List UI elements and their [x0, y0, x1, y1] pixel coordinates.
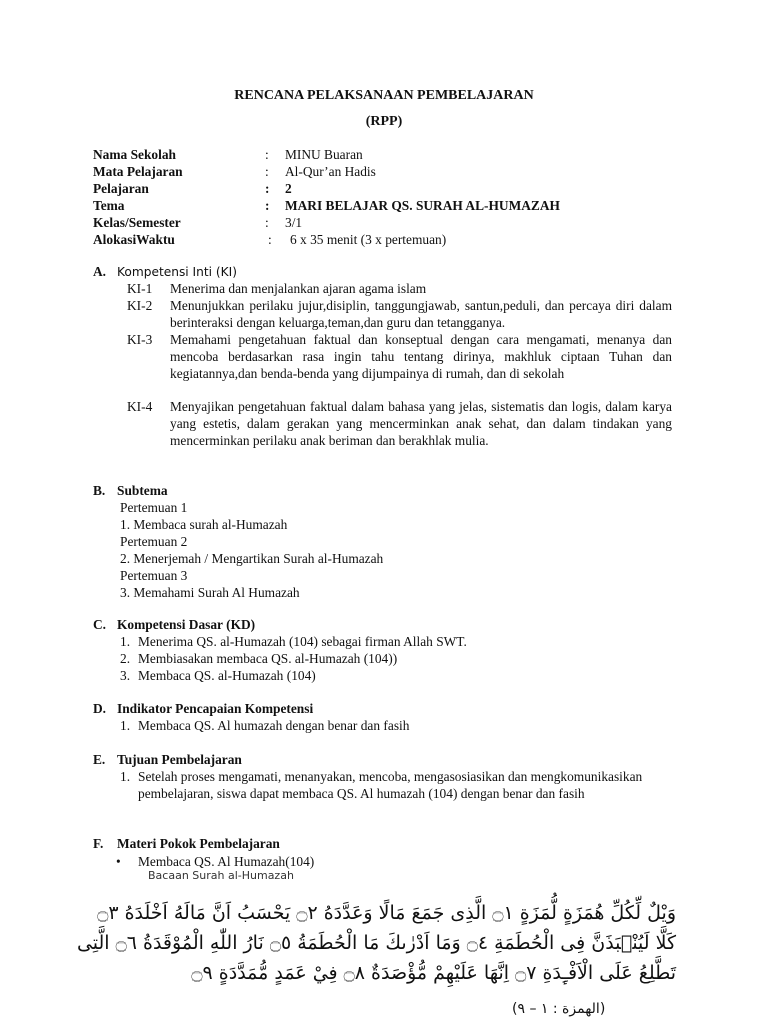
ki-code: KI-2 [127, 298, 153, 313]
section-letter: E. [93, 752, 106, 767]
material-text: Membaca QS. Al Humazah(104) [138, 854, 315, 869]
objective-item [120, 769, 665, 803]
ki-code: KI-4 [127, 399, 153, 414]
ki-item [127, 281, 672, 298]
identity-value: 2 [285, 181, 292, 196]
section-letter: D. [93, 701, 107, 716]
ki-item [127, 399, 672, 449]
quran-verse-line: تَطَّلِعُ عَلَى الْاَفْـِٕدَةِ ۝٧ اِنَّهَا عَلَيْهِمْ مُّؤْصَدَةٌ ۝٨ فِيْ عَمَدٍ مُّمَدَّدَةٍ ۝٩ [191, 962, 676, 984]
ki-text: Menyajikan pengetahuan faktual dalam bahasa yang jelas, sistematis dan logis, dalam karya yang estetis, dalam gerakan yang mencerminkan anak sehat, dan dalam tindakan yang mencerminkan perilaku anak beriman dan berakhlak mulia. [170, 399, 672, 448]
section-title: Kompetensi Inti (KI) [117, 265, 238, 279]
identity-colon: : [265, 147, 269, 162]
kd-text: Membaca QS. al-Humazah (104) [138, 668, 316, 683]
section-letter: C. [93, 617, 107, 632]
identity-value: MINU Buaran [285, 147, 363, 162]
subtema-item: 2. Menerjemah / Mengartikan Surah al-Humazah [120, 551, 384, 566]
kd-number: 3. [120, 668, 131, 683]
identity-label: Pelajaran [93, 181, 149, 196]
indicator-text: Membaca QS. Al humazah dengan benar dan fasih [138, 718, 410, 733]
section-title: Subtema [117, 483, 168, 498]
section-title: Indikator Pencapaian Kompetensi [117, 701, 314, 716]
identity-colon: : [265, 181, 270, 196]
identity-label: Mata Pelajaran [93, 164, 183, 179]
kd-item [120, 668, 680, 685]
ki-item [127, 298, 672, 332]
indicator-number: 1. [120, 718, 131, 733]
kd-number: 1. [120, 634, 131, 649]
subtema-meeting: Pertemuan 3 [120, 568, 188, 583]
identity-value: Al-Qur’an Hadis [285, 164, 376, 179]
identity-colon: : [268, 232, 272, 247]
identity-colon: : [265, 164, 269, 179]
kd-number: 2. [120, 651, 131, 666]
section-title: Materi Pokok Pembelajaran [117, 836, 280, 851]
ki-code: KI-3 [127, 332, 153, 347]
objective-number: 1. [120, 769, 131, 784]
subtema-item: 1. Membaca surah al-Humazah [120, 517, 288, 532]
material-bullet-item [116, 854, 315, 869]
quran-verse-line: وَيْلٌ لِّكُلِّ هُمَزَةٍ لُّمَزَةٍ ۝١ الَّذِى جَمَعَ مَالًا وَعَدَّدَهُ ۝٢ يَحْسَبُ اَنَّ مَالَهُ اَخْلَدَهُ ۝٣ [97, 902, 676, 924]
ki-code: KI-1 [127, 281, 153, 296]
section-title: Kompetensi Dasar (KD) [117, 617, 256, 632]
section-title: Tujuan Pembelajaran [117, 752, 242, 767]
section-f-heading [93, 836, 280, 853]
document-title: RENCANA PELAKSANAAN PEMBELAJARAN [234, 88, 534, 103]
identity-value: MARI BELAJAR QS. SURAH AL-HUMAZAH [285, 198, 560, 213]
ki-text: Menerima dan menjalankan ajaran agama islam [170, 281, 427, 296]
section-b-heading [93, 483, 168, 500]
section-d-heading [93, 701, 313, 718]
objective-text: Setelah proses mengamati, menanyakan, mencoba, mengasosiasikan dan mengkomunikasikan pembelajaran, siswa dapat membaca QS. Al humazah (104) dengan benar dan fasih [138, 769, 643, 801]
identity-label: Tema [93, 198, 125, 213]
ki-text: Menunjukkan perilaku jujur,disiplin, tanggungjawab, santun,peduli, dan percaya diri dalam berinteraksi dengan keluarga,teman,dan guru dan tetangganya. [170, 298, 672, 330]
bullet-icon: • [116, 854, 121, 869]
document-subtitle: (RPP) [365, 114, 403, 129]
identity-value: 3/1 [285, 215, 303, 230]
identity-colon: : [265, 215, 269, 230]
section-c-heading [93, 617, 255, 634]
kd-item [120, 634, 680, 651]
identity-label: Nama Sekolah [93, 147, 176, 162]
identity-colon: : [265, 198, 270, 213]
ki-item [127, 332, 672, 382]
kd-text: Menerima QS. al-Humazah (104) sebagai firman Allah SWT. [138, 634, 467, 649]
identity-label: AlokasiWaktu [93, 232, 175, 247]
quran-reference: (الهمزة : ١ – ٩) [512, 1001, 606, 1017]
kd-item [120, 651, 680, 668]
identity-label: Kelas/Semester [93, 215, 181, 230]
quran-caption: Bacaan Surah al-Humazah [148, 869, 294, 882]
kd-text: Membiasakan membaca QS. al-Humazah (104)) [138, 651, 398, 666]
subtema-meeting: Pertemuan 2 [120, 534, 188, 549]
section-letter: F. [93, 836, 104, 851]
section-e-heading [93, 752, 242, 769]
section-a-heading [93, 264, 237, 281]
identity-value: 6 x 35 menit (3 x pertemuan) [290, 232, 447, 247]
ki-text: Memahami pengetahuan faktual dan konseptual dengan cara mengamati, menanya dan mencoba berdasarkan rasa ingin tahu tentang dirinya, makhluk ciptaan Tuhan dan kegiatannya,dan benda-benda yang dijumpainya di rumah, dan di sekolah [170, 332, 672, 381]
indicator-item [120, 718, 680, 735]
quran-verse-line: كَلَّا لَيُنْۢبَذَنَّ فِى الْحُطَمَةِ ۝٤ وَمَا اَدْرٰىكَ مَا الْحُطَمَةُ ۝٥ نَارُ اللّٰهِ الْمُوْقَدَةُ ۝٦ الَّتِى [76, 932, 676, 954]
section-letter: B. [93, 483, 106, 498]
subtema-item: 3. Memahami Surah Al Humazah [120, 585, 300, 600]
section-letter: A. [93, 264, 107, 279]
subtema-meeting: Pertemuan 1 [120, 500, 188, 515]
